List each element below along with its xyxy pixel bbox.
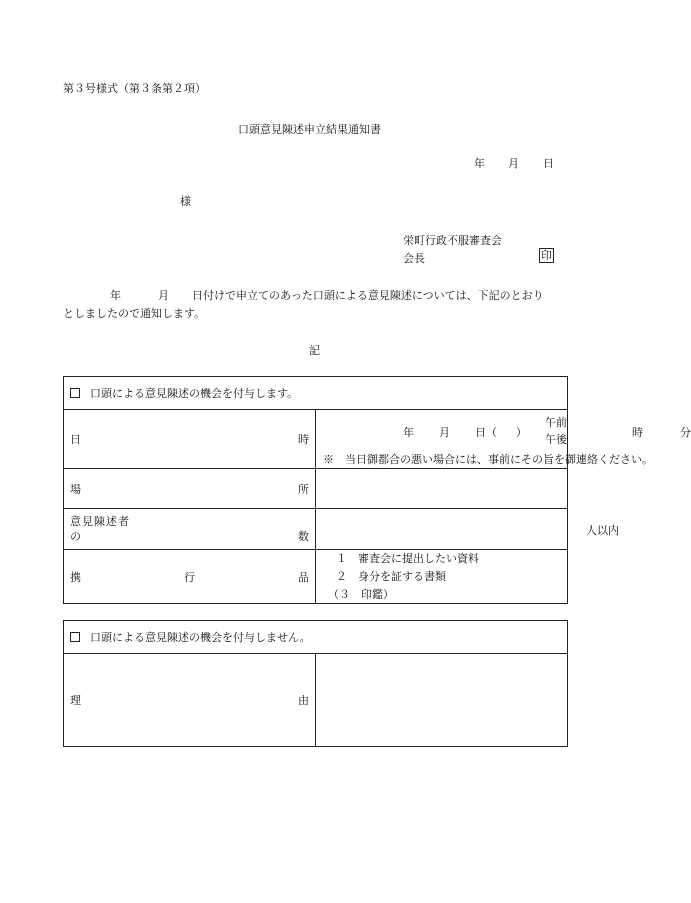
grant-checkbox[interactable] — [70, 388, 80, 398]
item-3: （３ 印鑑） — [328, 588, 394, 601]
date-year: 年 — [474, 157, 485, 170]
deny-header-text: 口頭による意見陳述の機会を付与しません。 — [90, 631, 311, 644]
deny-table — [63, 620, 568, 747]
items-label-3: 品 — [298, 570, 309, 584]
place-label — [64, 469, 316, 509]
datetime-label — [64, 410, 316, 469]
addressee-suffix: 様 — [180, 195, 191, 208]
body-month: 月 — [158, 289, 169, 302]
grant-header — [64, 377, 568, 410]
issuer-org: 栄町行政不服審査会 — [403, 234, 502, 247]
deny-header — [64, 621, 568, 654]
count-label-1: 意見陳述者 — [70, 515, 130, 528]
deny-checkbox[interactable] — [70, 632, 80, 642]
document-title: 口頭意見陳述申立結果通知書 — [238, 123, 381, 136]
date-month: 月 — [508, 157, 519, 170]
dt-minute: 分 — [680, 426, 691, 439]
seal-mark: 印 — [541, 249, 552, 262]
grant-header-text: 口頭による意見陳述の機会を付与します。 — [90, 387, 299, 400]
body-line2: としましたので通知します。 — [63, 307, 206, 320]
count-label-2b: 数 — [298, 530, 309, 543]
dt-note: ※ 当日御都合の悪い場合には、事前にその旨を御連絡ください。 — [323, 453, 653, 466]
item-2: ２ 身分を証する書類 — [336, 570, 446, 583]
dt-hour: 時 — [632, 426, 643, 439]
grant-table — [63, 376, 691, 604]
dt-year: 年 — [403, 426, 414, 439]
count-label — [64, 509, 316, 550]
datetime-label-2: 時 — [298, 433, 309, 446]
items-label-2: 行 — [184, 570, 195, 584]
issuer-role: 会長 — [403, 252, 425, 265]
count-value-text: 人以内 — [586, 524, 619, 537]
ki-heading: 記 — [309, 344, 320, 357]
reason-label — [64, 654, 316, 747]
form-number: 第３号様式（第３条第２項） — [63, 82, 206, 95]
body-line1: 日付けで申立てのあった口頭による意見陳述については、下記のとおり — [192, 289, 544, 302]
dt-am: 午前 — [545, 416, 567, 429]
place-value[interactable] — [316, 469, 568, 509]
dt-paren-close: ） — [516, 426, 527, 439]
count-value[interactable] — [316, 509, 619, 550]
items-label-1: 携 — [70, 570, 81, 584]
place-label-1: 場 — [70, 482, 81, 496]
reason-value[interactable] — [316, 654, 568, 747]
item-1: １ 審査会に提出したい資料 — [336, 552, 479, 565]
items-label — [64, 550, 316, 604]
reason-label-2: 由 — [298, 694, 309, 707]
items-value — [316, 550, 568, 604]
date-day: 日 — [543, 157, 554, 170]
count-label-2a: の — [70, 530, 81, 543]
datetime-label-1: 日 — [70, 433, 81, 446]
body-year: 年 — [110, 289, 121, 302]
dt-pm: 午後 — [545, 433, 567, 446]
dt-day: 日（ — [475, 426, 497, 439]
dt-month: 月 — [439, 426, 450, 439]
reason-label-1: 理 — [70, 694, 81, 707]
datetime-value[interactable] — [316, 410, 691, 469]
place-label-2: 所 — [298, 482, 309, 496]
